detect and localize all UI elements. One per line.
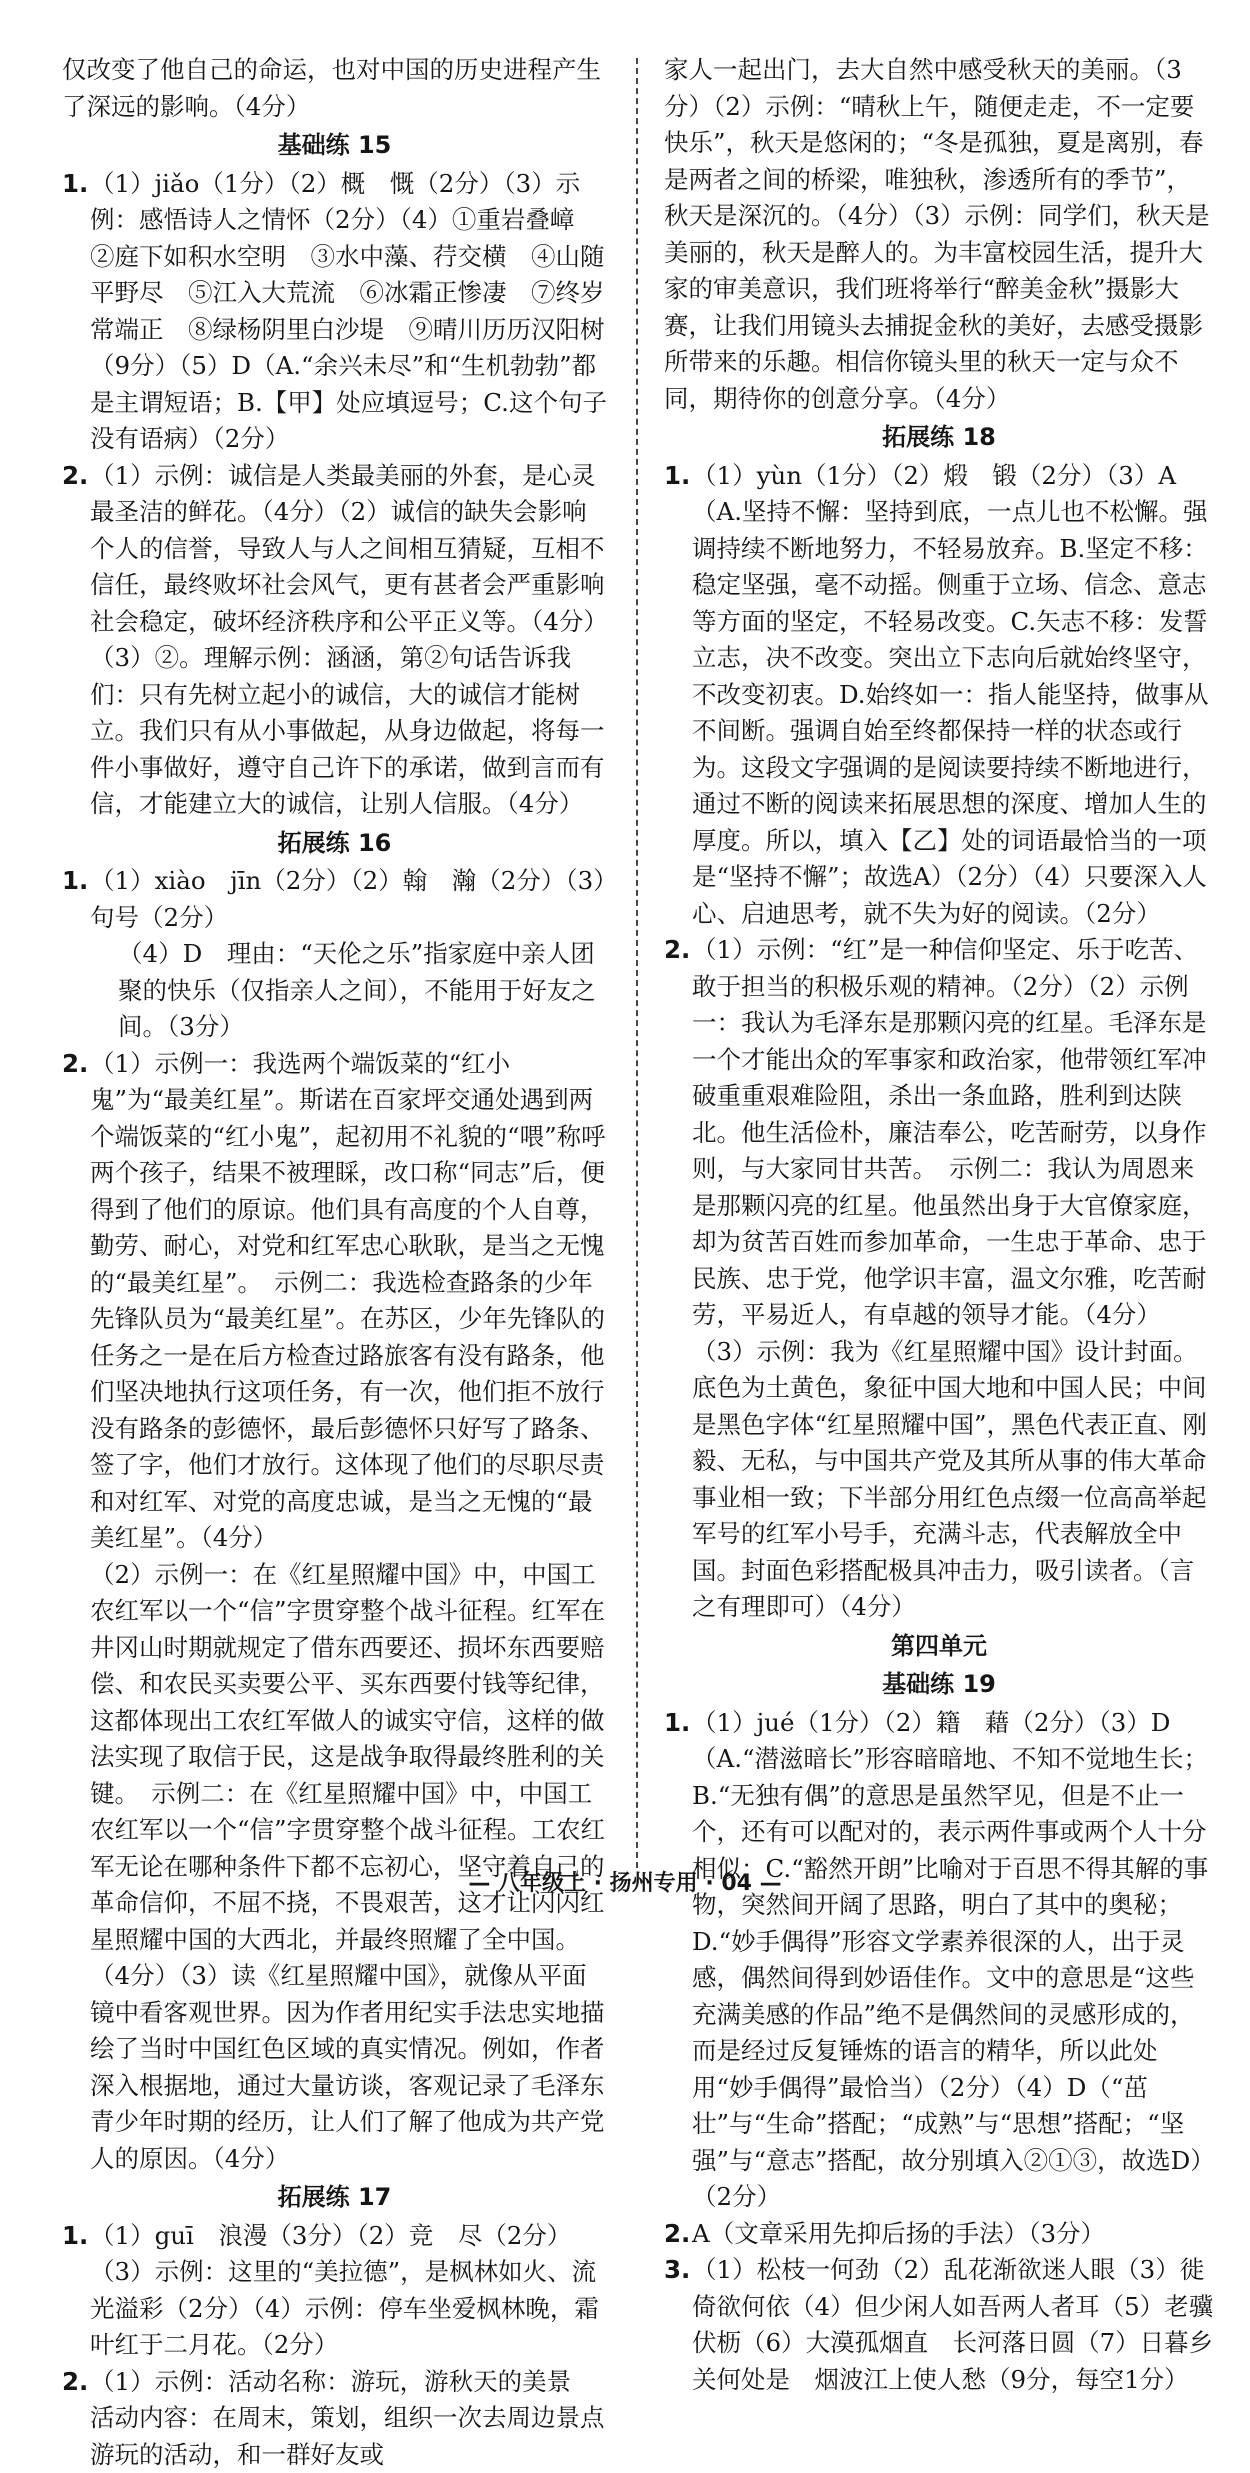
section-title-16: 拓展练 16	[62, 825, 607, 862]
item-text: （1）yùn（1分）（2）煅 锻（2分）（3）A（A.坚持不懈：坚持到底，一点儿也不松懈。强调持续不断地努力，不轻易放弃。B.坚定不移：稳定坚强，毫不动摇。侧重于立场、信念、意志等方面的坚定，不轻易改变。C.矢志不移：发誓立志，决不改变。突出立下志向后就始终坚守，不改变初衷。D.始终如一：指人能坚持，做事从不间断。强调自始至终都保持一样的状态或行为。这段文字强调的是阅读要持续不断地进行，通过不断的阅读来拓展思想的深度、增加人生的厚度。所以，填入【乙】处的词语最恰当的一项是“坚持不懈”；故选A）（2分）（4）只要深入人心、启迪思考，就不失为好的阅读。（2分）	[692, 458, 1214, 933]
section-title-19: 基础练 19	[664, 1666, 1214, 1703]
page-footer: — 八年级上 · 扬州专用 · 04 —	[0, 1866, 1250, 1897]
item-text: （4）D 理由：“天伦之乐”指家庭中亲人团聚的快乐（仅指亲人之间），不能用于好友之间。（3分）	[90, 936, 607, 1046]
answer-item	[62, 458, 607, 823]
answer-item	[62, 2218, 607, 2364]
item-text: （1）松枝一何劲（2）乱花渐欲迷人眼（3）徙倚欲何依（4）但少闲人如吾两人者耳（5）老骥伏枥（6）大漠孤烟直 长河落日圆（7）日暮乡关何处是 烟波江上使人愁（9分，每空1分）	[692, 2252, 1214, 2398]
item-text: （1）xiào jīn（2分）（2）翰 瀚（2分）（3）句号（2分）	[90, 863, 607, 936]
answer-item	[62, 2364, 607, 2473]
item-number: 2.	[62, 1046, 88, 1083]
answer-item	[664, 2216, 1214, 2253]
right-column	[664, 52, 1214, 2398]
answer-item	[62, 166, 607, 458]
item-text: （1）示例：活动名称：游玩，游秋天的美景 活动内容：在周末，策划，组织一次去周边景点游玩的活动，和一群好友或	[90, 2364, 607, 2473]
section-title-15: 基础练 15	[62, 127, 607, 164]
item-text: （1）guī 浪漫（3分）（2）竞 尽（2分）（3）示例：这里的“美拉德”，是枫林如火、流光溢彩（2分）（4）示例：停车坐爱枫林晚，霜叶红于二月花。（2分）	[90, 2218, 607, 2364]
item-number: 2.	[62, 2364, 88, 2401]
item-text: （1）示例：“红”是一种信仰坚定、乐于吃苦、敢于担当的积极乐观的精神。（2分）（2）示例一：我认为毛泽东是那颗闪亮的红星。毛泽东是一个才能出众的军事家和政治家，他带领红军冲破重重艰难险阻，杀出一条血路，胜利到达陕北。他生活俭朴，廉洁奉公，吃苦耐劳，以身作则，与大家同甘共苦。 示例二：我认为周恩来是那颗闪亮的红星。他虽然出身于大官僚家庭，却为贫苦百姓而参加革命，一生忠于革命、忠于民族、忠于党，他学识丰富，温文尔雅，吃苦耐劳，平易近人，有卓越的领导才能。（4分）	[692, 932, 1214, 1334]
answer-item	[664, 2252, 1214, 2398]
unit-title: 第四单元	[664, 1628, 1214, 1665]
answer-item	[664, 932, 1214, 1626]
answer-item	[62, 1046, 607, 2178]
item-number: 2.	[664, 2216, 690, 2253]
item-text: A（文章采用先抑后扬的手法）（3分）	[692, 2216, 1214, 2253]
item-text: （1）jiǎo（1分）（2）概 慨（2分）（3）示例：感悟诗人之情怀（2分）（4）①重岩叠嶂 ②庭下如积水空明 ③水中藻、荇交横 ④山随平野尽 ⑤江入大荒流 ⑥冰霜正惨凄 ⑦终岁常端正 ⑧绿杨阴里白沙堤 ⑨晴川历历汉阳树（9分）（5）D（A.“余兴未尽”和“生机勃勃”都是主谓短语；B.【甲】处应填逗号；C.这个句子没有语病）（2分）	[90, 166, 607, 458]
item-text: （3）示例：我为《红星照耀中国》设计封面。底色为土黄色，象征中国大地和中国人民；中间是黑色字体“红星照耀中国”，黑色代表正直、刚毅、无私，与中国共产党及其所从事的伟大革命事业相一致；下半部分用红色点缀一位高高举起军号的红军小号手，充满斗志，代表解放全中国。封面色彩搭配极具冲击力，吸引读者。（言之有理即可）（4分）	[692, 1334, 1214, 1626]
item-number: 1.	[62, 863, 88, 900]
item-number: 1.	[62, 166, 88, 203]
answer-item	[664, 1705, 1214, 2216]
section-title-17: 拓展练 17	[62, 2179, 607, 2216]
left-column	[62, 52, 607, 2473]
item-number: 1.	[664, 1705, 690, 1742]
answer-item	[664, 458, 1214, 933]
answer-item	[62, 863, 607, 1046]
item-number: 2.	[62, 458, 88, 495]
item-text: （1）示例：诚信是人类最美丽的外套，是心灵最圣洁的鲜花。（4分）（2）诚信的缺失会影响个人的信誉，导致人与人之间相互猜疑，互相不信任，最终败坏社会风气，更有甚者会严重影响社会稳定，破坏经济秩序和公平正义等。（4分）（3）②。理解示例：涵涵，第②句话告诉我们：只有先树立起小的诚信，大的诚信才能树立。我们只有从小事做起，从身边做起，将每一件小事做好，遵守自己许下的承诺，做到言而有信，才能建立大的诚信，让别人信服。（4分）	[90, 458, 607, 823]
item-text: （1）示例一：我选两个端饭菜的“红小鬼”为“最美红星”。斯诺在百家坪交通处遇到两个端饭菜的“红小鬼”，起初用不礼貌的“喂”称呼两个孩子，结果不被理睬，改口称“同志”后，便得到了他们的原谅。他们具有高度的个人自尊，勤劳、耐心，对党和红军忠心耿耿，是当之无愧的“最美红星”。 示例二：我选检查路条的少年先锋队员为“最美红星”。在苏区，少年先锋队的任务之一是在后方检查过路旅客有没有路条，他们坚决地执行这项任务，有一次，他们拒不放行没有路条的彭德怀，最后彭德怀只好写了路条、签了字，他们才放行。这体现了他们的尽职尽责和对红军、对党的高度忠诚，是当之无愧的“最美红星”。（4分）	[90, 1046, 607, 1557]
right-intro: 家人一起出门，去大自然中感受秋天的美丽。（3分）（2）示例：“晴秋上午，随便走走，不一定要快乐”，秋天是悠闲的；“冬是孤独，夏是离别，春是两者之间的桥梁，唯独秋，渗透所有的季节”，秋天是深沉的。（4分）（3）示例：同学们，秋天是美丽的，秋天是醉人的。为丰富校园生活，提升大家的审美意识，我们班将举行“醉美金秋”摄影大赛，让我们用镜头去捕捉金秋的美好，去感受摄影所带来的乐趣。相信你镜头里的秋天一定与众不同，期待你的创意分享。（4分）	[664, 52, 1214, 417]
item-number: 1.	[664, 458, 690, 495]
left-intro: 仅改变了他自己的命运，也对中国的历史进程产生了深远的影响。（4分）	[62, 52, 607, 125]
item-number: 2.	[664, 932, 690, 969]
item-text: （2）示例一：在《红星照耀中国》中，中国工农红军以一个“信”字贯穿整个战斗征程。红军在井冈山时期就规定了借东西要还、损坏东西要赔偿、和农民买卖要公平、买东西要付钱等纪律，这都体现出工农红军做人的诚实守信，这样的做法实现了取信于民，这是战争取得最终胜利的关键。 示例二：在《红星照耀中国》中，中国工农红军以一个“信”字贯穿整个战斗征程。工农红军无论在哪种条件下都不忘初心，坚守着自己的革命信仰，不屈不挠，不畏艰苦，这才让闪闪红星照耀中国的大西北，并最终照耀了全中国。（4分）（3）读《红星照耀中国》，就像从平面镜中看客观世界。因为作者用纪实手法忠实地描绘了当时中国红色区域的真实情况。例如，作者深入根据地，通过大量访谈，客观记录了毛泽东青少年时期的经历，让人们了解了他成为共产党人的原因。（4分）	[90, 1557, 607, 2178]
item-number: 3.	[664, 2252, 690, 2289]
section-title-18: 拓展练 18	[664, 419, 1214, 456]
divider	[636, 58, 638, 1868]
item-number: 1.	[62, 2218, 88, 2255]
item-text: （1）jué（1分）（2）籍 藉（2分）（3）D（A.“潜滋暗长”形容暗暗地、不知不觉地生长；B.“无独有偶”的意思是虽然罕见，但是不止一个，还有可以配对的，表示两件事或两个人十分相似；C.“豁然开朗”比喻对于百思不得其解的事物，突然间开阔了思路，明白了其中的奥秘；D.“妙手偶得”形容文学素养很深的人，出于灵感，偶然间得到妙语佳作。文中的意思是“这些充满美感的作品”绝不是偶然间的灵感形成的，而是经过反复锤炼的语言的精华，所以此处用“妙手偶得”最恰当）（2分）（4）D（“茁壮”与“生命”搭配；“成熟”与“思想”搭配；“坚强”与“意志”搭配，故分别填入②①③，故选D）（2分）	[692, 1705, 1214, 2216]
